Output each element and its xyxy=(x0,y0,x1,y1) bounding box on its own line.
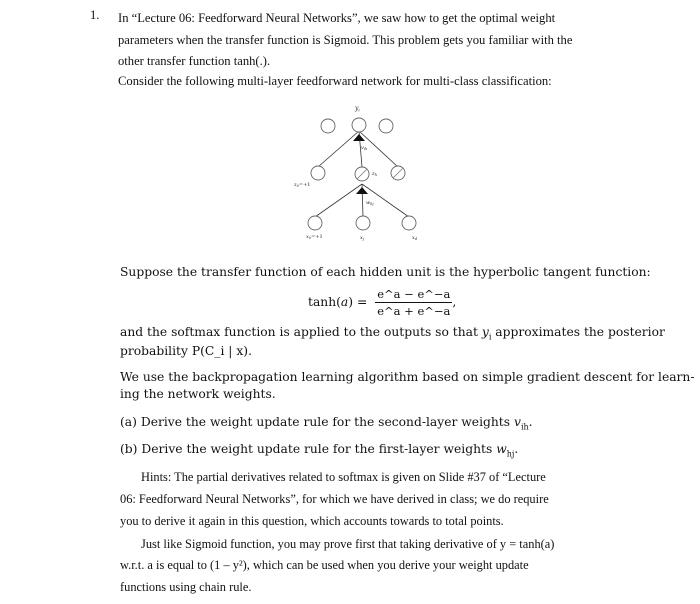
formula-fraction xyxy=(375,287,452,318)
formula-var: a xyxy=(340,295,349,309)
bias-input-label: x xyxy=(306,234,309,240)
formula-denominator: e^a + e^−a xyxy=(377,304,451,318)
arrowhead-icon xyxy=(356,187,368,194)
bias-hidden-value: =+1 xyxy=(298,182,311,188)
bias-input-value: =+1 xyxy=(311,234,323,240)
svg-text:zh xyxy=(371,171,377,177)
consider-text: Consider the following multi-layer feedforward network for multi-class classification: xyxy=(118,74,552,88)
question-b: (b) Derive the weight update rule for the first-layer weights $w_{hj}$. xyxy=(120,442,519,459)
bias-hidden-label: z xyxy=(294,182,297,188)
z-sub: h xyxy=(374,173,377,177)
bias-hidden-node xyxy=(311,166,325,180)
network-diagram xyxy=(294,98,430,248)
input-node-j xyxy=(356,216,370,230)
v-sub: ih xyxy=(363,147,368,151)
svg-text:whj xyxy=(366,200,375,206)
svg-text:x0=+1 xyxy=(306,234,323,240)
question-a-var: v xyxy=(513,415,521,429)
softmax-text-b: approximates the posterior xyxy=(495,325,665,339)
output-sub: i xyxy=(358,107,360,113)
softmax-yi: y xyxy=(481,325,489,339)
intro-line-3: other transfer function tanh(.). xyxy=(118,54,271,68)
question-a-sub: ih xyxy=(520,422,529,432)
question-b-sub: hj xyxy=(506,449,515,459)
hints-line-1: Hints: The partial derivatives related to softmax is given on Slide #37 of “Lecture xyxy=(141,470,546,484)
question-b-text: (b) Derive the weight update rule for the first-layer weights xyxy=(120,442,493,456)
hints-line-4: Just like Sigmoid function, you may prove first that taking derivative of y = tanh(a) xyxy=(141,537,555,551)
softmax-yi-sub: i xyxy=(488,332,492,342)
question-b-var: w xyxy=(496,442,507,456)
bias-input-sub: 0 xyxy=(308,236,312,240)
input-j-sub: j xyxy=(362,237,364,241)
svg-text:xj xyxy=(360,235,365,241)
suppose-text: Suppose the transfer function of each hidden unit is the hyperbolic tangent function: xyxy=(120,265,651,279)
formula-end: , xyxy=(452,295,457,309)
bias-input-node xyxy=(308,216,322,230)
question-a-text: (a) Derive the weight update rule for the second-layer weights xyxy=(120,415,511,429)
output-label: y xyxy=(355,105,359,112)
problem-intro xyxy=(118,8,572,73)
edge xyxy=(318,131,359,167)
input-node-d xyxy=(402,216,416,230)
question-a: (a) Derive the weight update rule for the second-layer weights $v_{ih}$. xyxy=(120,415,533,432)
svg-text:yi xyxy=(354,105,360,113)
hints-line-2: 06: Feedforward Neural Networks”, for which we have derived in class; we do require xyxy=(120,492,549,506)
input-j-label: x xyxy=(360,235,363,241)
softmax-text-a: and the softmax function is applied to the outputs so that xyxy=(120,325,478,339)
softmax-line-2: probability P(C_i | x). xyxy=(120,344,252,358)
formula-numerator: e^a − e^−a xyxy=(377,287,451,301)
w-label: w xyxy=(366,200,371,206)
bias-hidden-sub: 0 xyxy=(296,184,299,188)
v-label: v xyxy=(361,145,364,151)
intro-line-1: In “Lecture 06: Feedforward Neural Networks”, we saw how to get the optimal weight xyxy=(118,11,556,25)
z-label: z xyxy=(372,171,375,177)
hints-line-6: functions using chain rule. xyxy=(120,580,252,594)
w-sub: hj xyxy=(370,202,374,206)
tanh-formula xyxy=(308,287,456,318)
softmax-line-1 xyxy=(120,325,665,341)
output-node xyxy=(379,119,393,133)
problem-number: 1. xyxy=(90,8,100,22)
hints-line-3: you to derive it again in this question, which accounts towards to total points. xyxy=(120,514,504,528)
svg-text:xd xyxy=(412,235,418,241)
hints-line-5: w.r.t. a is equal to (1 – y²), which can be used when you derive your weight update xyxy=(120,558,529,572)
svg-text:vih xyxy=(361,145,367,151)
formula-rhs: ) = xyxy=(348,295,368,309)
edge xyxy=(315,184,362,217)
input-d-sub: d xyxy=(414,237,418,241)
backprop-line-1: We use the backpropagation learning algorithm based on simple gradient descent for learn- xyxy=(120,370,695,384)
input-d-label: x xyxy=(412,235,415,241)
output-node-i xyxy=(352,118,366,132)
backprop-line-2: ing the network weights. xyxy=(120,387,276,401)
intro-line-2: parameters when the transfer function is Sigmoid. This problem gets you familiar with the xyxy=(118,32,573,47)
formula-lhs: tanh( xyxy=(308,295,341,309)
output-node xyxy=(321,119,335,133)
svg-text:z0=+1 xyxy=(293,182,310,188)
